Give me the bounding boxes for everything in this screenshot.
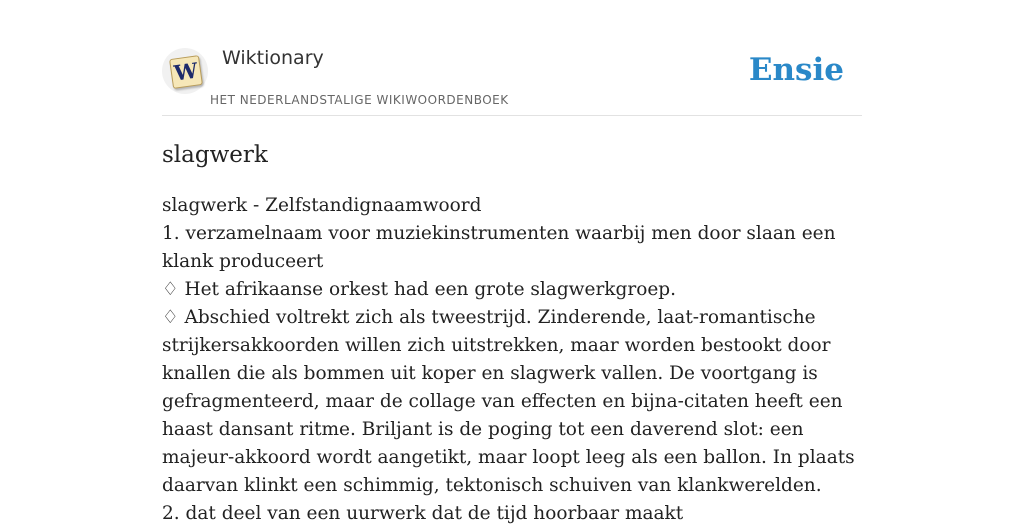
site-subtitle: HET NEDERLANDSTALIGE WIKIWOORDENBOEK	[210, 93, 509, 107]
entry-definition	[162, 192, 862, 528]
part-of-speech-line: slagwerk - Zelfstandignaamwoord	[162, 195, 482, 216]
entry-title: slagwerk	[162, 142, 268, 168]
definition-line: 2. dat deel van een uurwerk dat de tijd hoorbaar maakt	[162, 503, 684, 524]
ensie-brand-logo[interactable]: Ensie	[748, 52, 844, 88]
example-line: ♢ Abschied voltrekt zich als tweestrijd. Zinderende, laat-romantische strijkersakkoorden willen zich uitstrekken, maar worden bestookt door knallen die als bommen uit koper en slagwerk vallen. De voortgang is gefragmenteerd, maar de collage van effecten en bijna-citaten heeft een haast dansant ritme. Briljant is de poging tot een daverend slot: een majeur-akkoord wordt aangetikt, maar loopt leeg als een ballon. In plaats daarvan klinkt een schimmig, tektonisch schuiven van klankwerelden.	[162, 307, 855, 496]
site-header	[162, 40, 862, 116]
definition-line: 1. verzamelnaam voor muziekinstrumenten waarbij men door slaan een klank produceert	[162, 223, 836, 272]
logo-letter: W	[172, 57, 200, 86]
example-line: ♢ Het afrikaanse orkest had een grote slagwerkgroep.	[162, 279, 677, 300]
logo-tile	[169, 55, 203, 89]
site-title[interactable]: Wiktionary	[222, 47, 324, 69]
wiktionary-logo-icon[interactable]	[162, 48, 208, 94]
